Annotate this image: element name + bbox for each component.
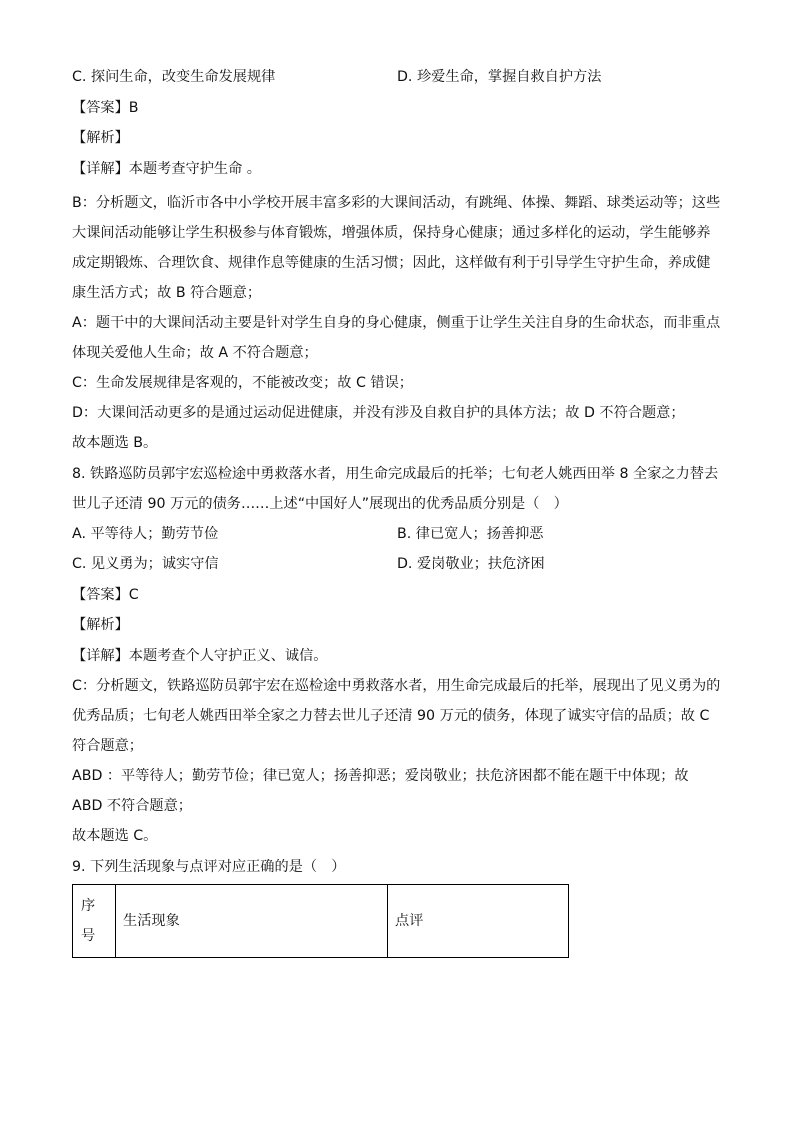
- q7-analysis-label: 【解析】: [72, 130, 129, 146]
- q8-explanation-c: C：分析题文，铁路巡防员郭宇宏在巡检途中勇救落水者，用生命完成最后的托举，展现出了见义勇为的优秀品质；七旬老人姚西田举全家之力替去世儿子还清 90 万元的债务，体现了诚实守信的品质；故 C 符合题意；: [72, 678, 721, 754]
- q7-detail: 【详解】本题考查守护生命 。: [72, 160, 261, 177]
- q8-explanation-abd: ABD ：平等待人；勤劳节俭；律已宽人；扬善抑恶；爱岗敬业；扶危济困都不能在题干中体现；故 ABD 不符合题意；: [72, 768, 689, 814]
- table-header-comment: 点评: [388, 885, 569, 958]
- q8-option-a: A. 平等待人；勤劳节俭: [72, 525, 219, 542]
- q7-answer: 【答案】B: [72, 99, 139, 116]
- q7-option-c: C. 探问生命，改变生命发展规律: [72, 69, 276, 85]
- q8-option-b: B. 律已宽人；扬善抑恶: [397, 525, 544, 542]
- q7-explanation-c: C：生命发展规律是客观的，不能被改变；故 C 错误；: [72, 375, 413, 391]
- q7-explanation-a: A：题干中的大课间活动主要是针对学生自身的身心健康，侧重于让学生关注自身的生命状态，而非重点体现关爱他人生命；故 A 不符合题意；: [72, 315, 721, 361]
- q7-options-cd: [72, 62, 722, 93]
- q9-stem: 9. 下列生活现象与点评对应正确的是（ ）: [72, 858, 346, 875]
- document-page: [72, 62, 722, 958]
- q8-analysis-label: 【解析】: [72, 617, 129, 633]
- q8-option-c: C. 见义勇为；诚实守信: [72, 556, 219, 572]
- q9-table: [72, 884, 569, 958]
- q7-conclusion: 故本题选 B。: [72, 435, 158, 451]
- table-header-row: [73, 885, 569, 958]
- q8-options-ab: [72, 519, 722, 550]
- table-header-phenomenon: 生活现象: [116, 885, 388, 958]
- q8-stem: 8. 铁路巡防员郭宇宏巡检途中勇救落水者，用生命完成最后的托举；七旬老人姚西田举 8 全家之力替去世儿子还清 90 万元的债务……上述“中国好人”展现出的优秀品质分别是（ ）: [72, 465, 719, 512]
- q8-answer: 【答案】C: [72, 586, 139, 603]
- q8-options-cd: [72, 549, 722, 580]
- q7-option-d: D. 珍爱生命，掌握自救自护方法: [397, 69, 602, 85]
- q7-explanation-b: B：分析题文，临沂市各中小学校开展丰富多彩的大课间活动，有跳绳、体操、舞蹈、球类运动等；这些大课间活动能够让学生积极参与体育锻炼，增强体质，保持身心健康；通过多样化的运动，学生能够养成定期锻炼、合理饮食、规律作息等健康的生活习惯；因此，这样做有利于引导学生守护生命，养成健康生活方式；故 B 符合题意；: [72, 195, 721, 301]
- q8-conclusion: 故本题选 C。: [72, 828, 158, 844]
- table-header-number: 序号: [73, 885, 116, 958]
- q7-explanation-d: D：大课间活动更多的是通过运动促进健康，并没有涉及自救自护的具体方法；故 D 不符合题意；: [72, 405, 685, 421]
- q8-detail: 【详解】本题考查个人守护正义、诚信。: [72, 647, 328, 664]
- q8-option-d: D. 爱岗敬业；扶危济困: [397, 556, 545, 572]
